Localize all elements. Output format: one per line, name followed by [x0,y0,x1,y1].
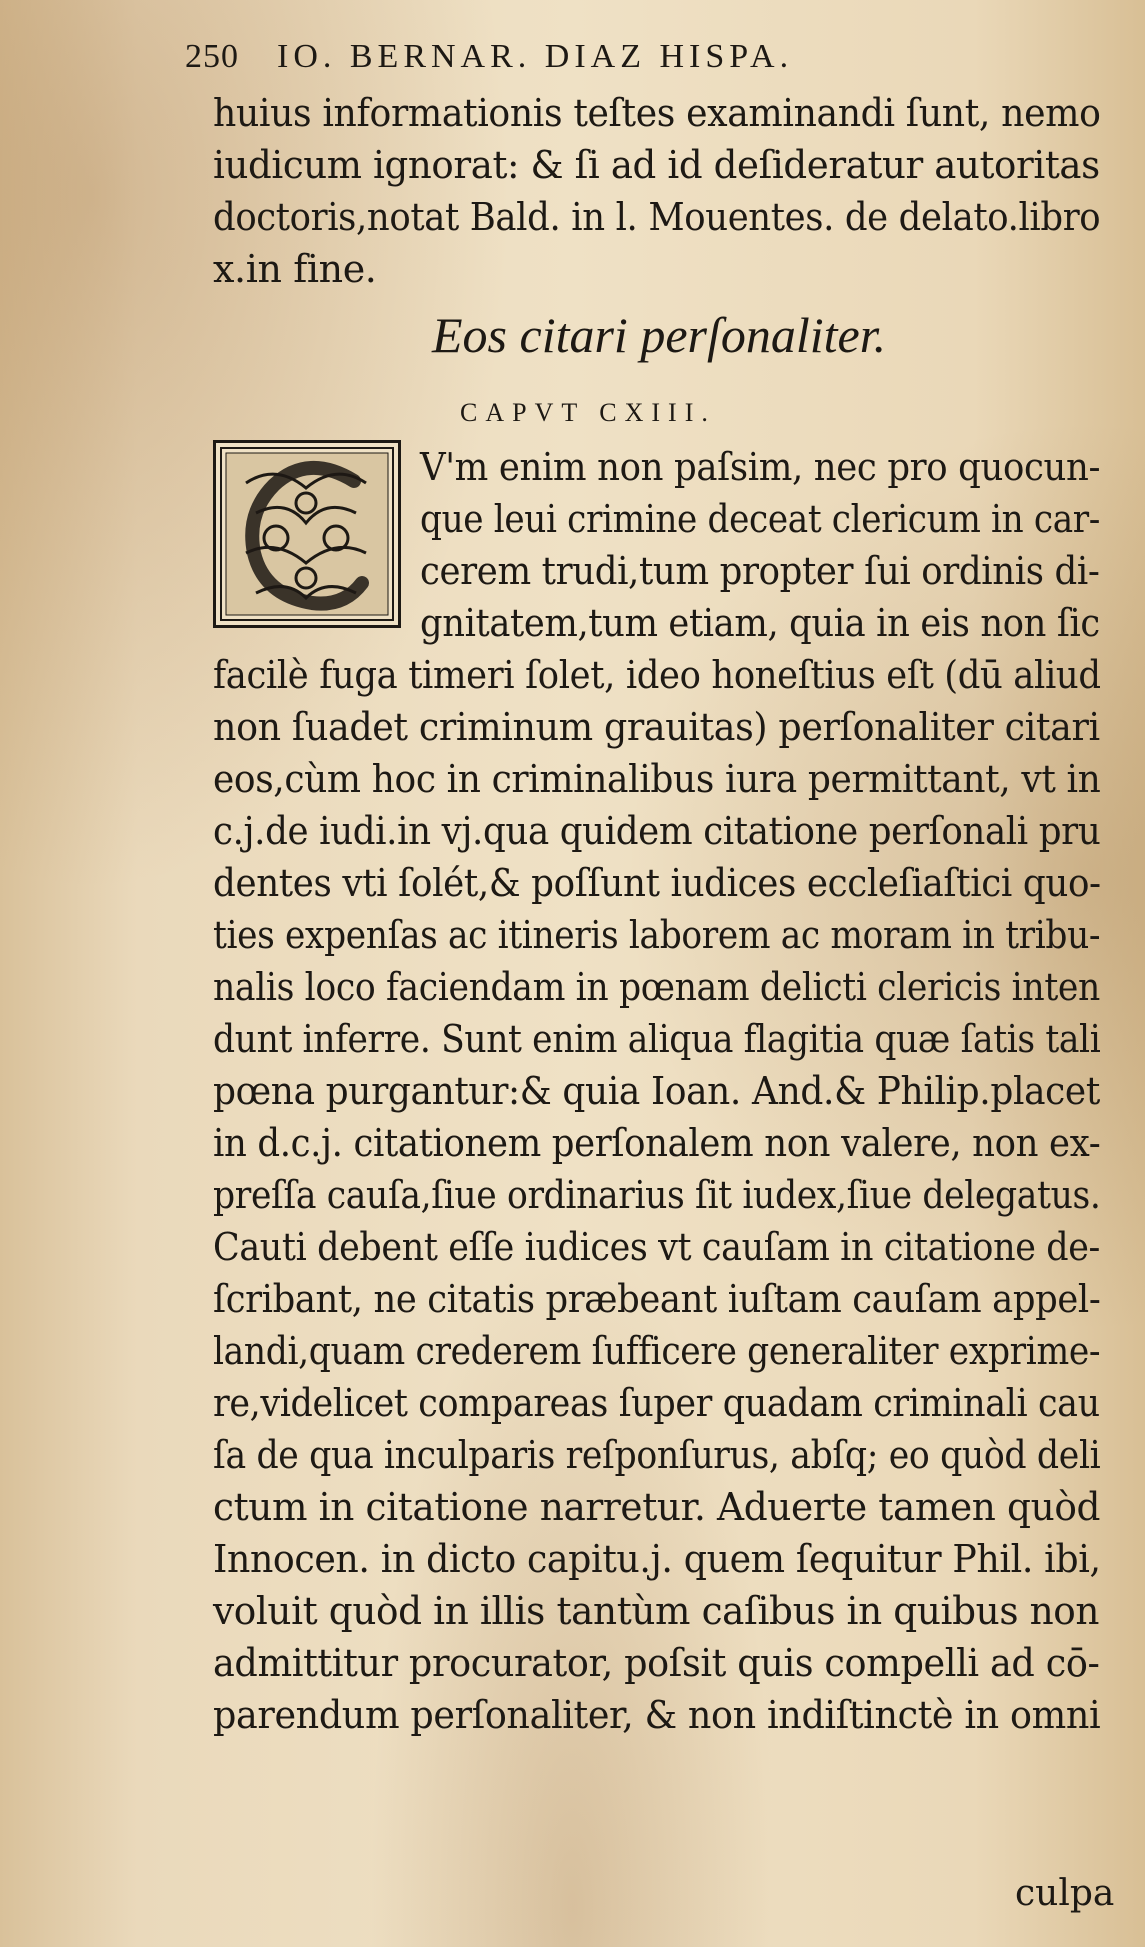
body-line: parendum perſonaliter, & non indiſtinctè in omni [213,1693,1101,1737]
running-header [185,38,793,76]
decorated-initial-artwork [216,443,398,625]
body-line: facilè fuga timeri ſolet, ideo honeſtius eſt (dū aliud [213,653,1101,697]
body-line: dunt inferre. Sunt enim aliqua flagitia quæ ſatis tali [213,1017,1101,1061]
body-line: que leui crimine deceat clericum in car- [420,497,1101,541]
body-line: eos,cùm hoc in criminalibus iura permittant, vt in [213,757,1101,801]
body-line: V'm enim non paſsim, nec pro quocun- [420,445,1101,489]
body-line: ſa de qua inculparis reſponſurus, abſq; eo quòd deli [213,1433,1101,1477]
body-line: gnitatem,tum etiam, quia in eis non ſic [420,601,1100,645]
catchword: culpa [1015,1873,1115,1914]
body-line: re,videlicet compareas ſuper quadam criminali cau [213,1381,1100,1425]
page-number: 250 [185,38,239,75]
decorated-initial-c [213,440,401,628]
body-line: landi,quam crederem ſufficere generaliter exprime- [213,1329,1101,1373]
running-title: IO. BERNAR. DIAZ HISPA. [277,38,794,75]
opening-line: iudicum ignorat: & ſi ad id deſideratur autoritas [213,143,1100,187]
chapter-heading: CAPVT CXIII. [460,398,716,427]
opening-line: x.in fine. [213,247,377,291]
body-line: ſcribant, ne citatis præbeant iuſtam cauſam appel- [213,1277,1101,1321]
body-line: ctum in citatione narretur. Aduerte tamen quòd [213,1485,1101,1529]
body-line: admittitur procurator, poſsit quis compelli ad cō- [213,1641,1100,1685]
body-line: pœna purgantur:& quia Ioan. And.& Philip.placet [213,1069,1100,1113]
body-line: dentes vti ſolét,& poſſunt iudices eccleſiaſtici quo- [213,861,1101,905]
body-line: cerem trudi,tum propter ſui ordinis di- [420,549,1100,593]
opening-line: huius informationis teſtes examinandi ſunt, nemo [213,91,1101,135]
body-line: non ſuadet criminum grauitas) perſonaliter citari [213,705,1100,749]
body-line: Cauti debent eſſe iudices vt cauſam in citatione de- [213,1225,1100,1269]
body-line: voluit quòd in illis tantùm caſibus in quibus non [213,1589,1100,1633]
opening-line: doctoris,notat Bald. in l. Mouentes. de delato.libro [213,195,1101,239]
body-line: preſſa cauſa,ſiue ordinarius ſit iudex,ſiue delegatus. [213,1173,1101,1217]
body-line: ties expenſas ac itineris laborem ac moram in tribu- [213,913,1101,957]
initial-letter: C [216,443,217,444]
body-line: Innocen. in dicto capitu.j. quem ſequitur Phil. ibi, [213,1537,1101,1581]
body-line: c.j.de iudi.in vj.qua quidem citatione perſonali pru [213,809,1101,853]
section-title: Eos citari perſonaliter. [432,307,887,363]
body-line: in d.c.j. citationem perſonalem non valere, non ex- [213,1121,1101,1165]
body-line: nalis loco faciendam in pœnam delicti clericis inten [213,965,1100,1009]
